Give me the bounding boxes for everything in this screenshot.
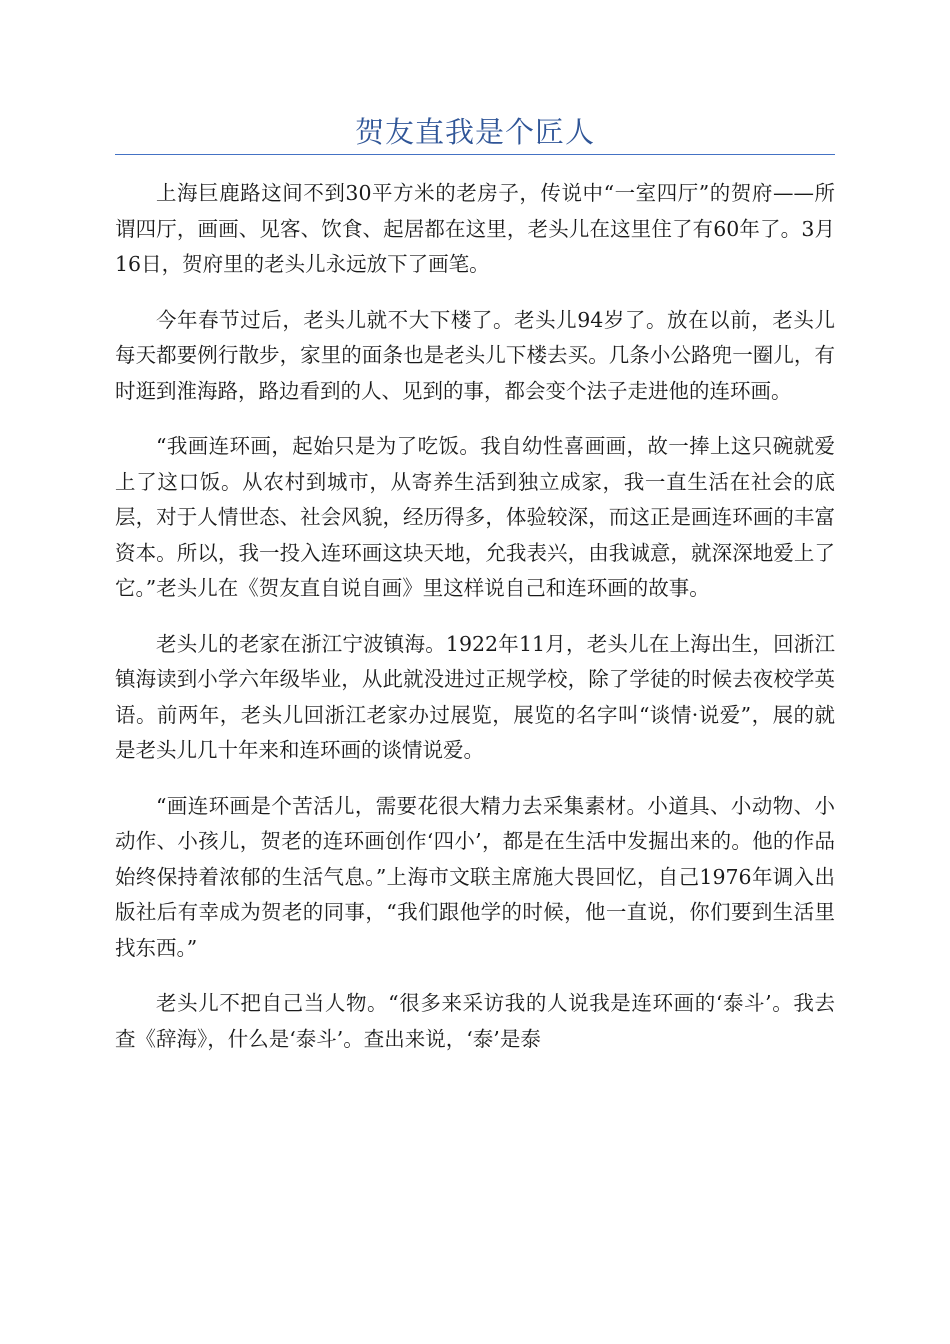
document-title: 贺友直我是个匠人 <box>354 115 595 149</box>
paragraph-1: 上海巨鹿路这间不到30平方米的老房子，传说中“一室四厅”的贺府——所谓四厅，画画、见客、饮食、起居都在这里，老头儿在这里住了有60年了。3月16日，贺府里的老头儿永远放下了画笔。 <box>115 181 835 276</box>
paragraph-3: “我画连环画，起始只是为了吃饭。我自幼性喜画画，故一捧上这只碗就爱上了这口饭。从农村到城市，从寄养生活到独立成家，我一直生活在社会的底层，对于人情世态、社会风貌，经历得多，体验较深，而这正是画连环画的丰富资本。所以，我一投入连环画这块天地，允我表兴，由我诚意，就深深地爱上了它。”老头儿在《贺友直自说自画》里这样说自己和连环画的故事。 <box>115 434 835 600</box>
paragraph-5: “画连环画是个苦活儿，需要花很大精力去采集素材。小道具、小动物、小动作、小孩儿，贺老的连环画创作‘四小’，都是在生活中发掘出来的。他的作品始终保持着浓郁的生活气息。”上海市文联主席施大畏回忆，自己1976年调入出版社后有幸成为贺老的同事，“我们跟他学的时候，他一直说，你们要到生活里找东西。” <box>115 793 835 960</box>
paragraph-4: 老头儿的老家在浙江宁波镇海。1922年11月，老头儿在上海出生，回浙江镇海读到小学六年级毕业，从此就没进过正规学校，除了学徒的时候去夜校学英语。前两年，老头儿回浙江老家办过展览，展览的名字叫“谈情·说爱”，展的就是老头儿几十年来和连环画的谈情说爱。 <box>115 631 835 762</box>
paragraph-6: 老头儿不把自己当人物。“很多来采访我的人说我是连环画的‘泰斗’。我去查《辞海》，什么是‘泰斗’。查出来说，‘泰’是泰 <box>115 991 835 1051</box>
document-body <box>115 176 835 1077</box>
paragraph-2: 今年春节过后，老头儿就不大下楼了。老头儿94岁了。放在以前，老头儿每天都要例行散步，家里的面条也是老头儿下楼去买。几条小公路兜一圈儿，有时逛到淮海路，路边看到的人、见到的事，都会变个法子走进他的连环画。 <box>115 307 835 403</box>
title-underline <box>115 154 835 155</box>
